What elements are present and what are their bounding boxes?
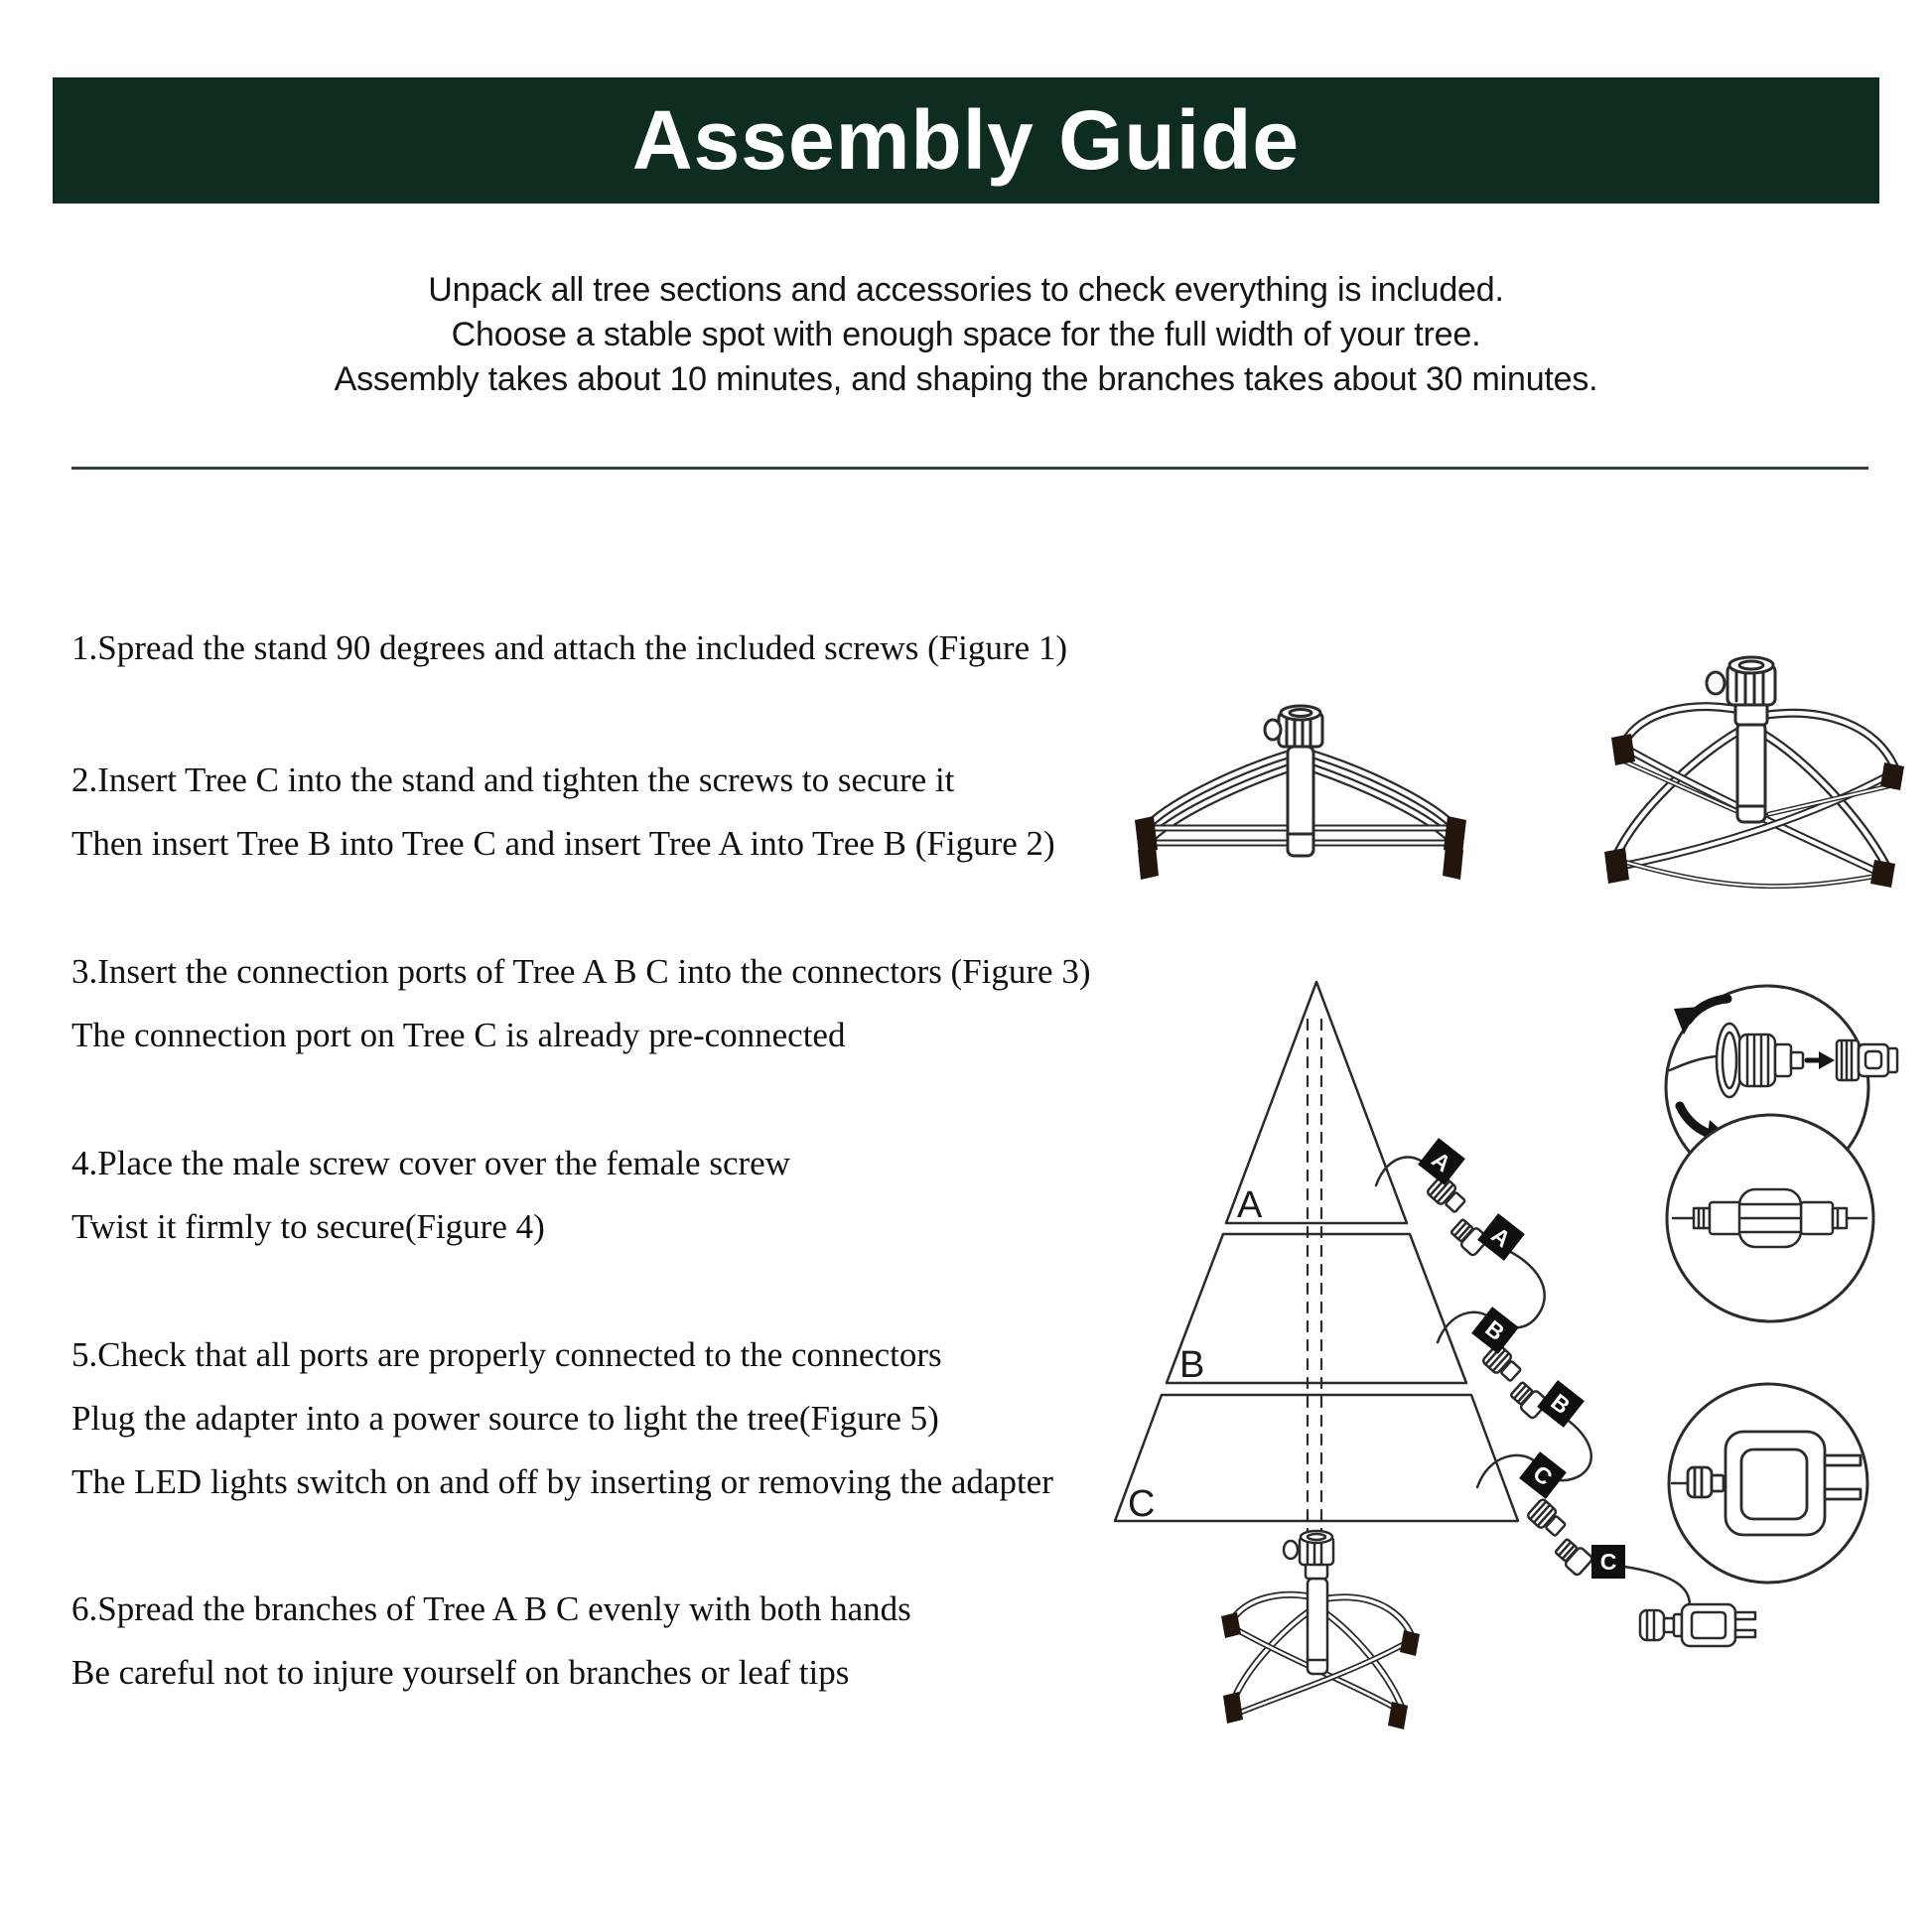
svg-text:B: B: [1480, 1314, 1510, 1346]
instruction-step-6-line-2: Be careful not to injure yourself on branches or leaf tips: [71, 1653, 850, 1692]
section-divider: [71, 467, 1868, 470]
instruction-step-5-line-2: Plug the adapter into a power source to light the tree(Figure 5): [71, 1399, 939, 1438]
tree-stand-small: [1221, 1531, 1420, 1729]
assembly-illustrations: [1033, 596, 1932, 1787]
instruction-step-2-line-1: 2.Insert Tree C into the stand and tighten the screws to secure it: [71, 760, 955, 799]
tree-label-c: C: [1128, 1483, 1156, 1525]
tree-label-a: A: [1237, 1184, 1263, 1226]
detail-circle-adapter: [1669, 1384, 1867, 1583]
connector-female-icon: [1527, 1498, 1569, 1539]
wing-screw-icon: [1707, 672, 1725, 694]
stand-open-screw-collar: [1707, 657, 1775, 725]
instruction-step-6-line-1: 6.Spread the branches of Tree A B C evenly with both hands: [71, 1589, 911, 1628]
svg-text:C: C: [1599, 1549, 1617, 1575]
figure-stand-folded: [1135, 706, 1466, 880]
intro-line-3: Assembly takes about 10 minutes, and shaping the branches takes about 30 minutes.: [334, 360, 1598, 398]
instruction-step-4-line-1: 4.Place the male screw cover over the female screw: [71, 1144, 790, 1182]
wing-screw-icon: [1265, 720, 1281, 740]
cable-tag: [1537, 1380, 1585, 1428]
stand-open-pole: [1737, 723, 1765, 822]
svg-text:C: C: [1528, 1459, 1558, 1491]
tree-section-c: [1115, 1395, 1518, 1521]
instruction-step-4-line-2: Twist it firmly to secure(Figure 4): [71, 1207, 545, 1246]
tree-center-pole-dashed: [1308, 1020, 1321, 1541]
stand-folded-screw-collar: [1265, 706, 1322, 747]
connector-male-icon: [1553, 1537, 1593, 1577]
figure-tree-assembly: [1115, 982, 1755, 1729]
connector-female-icon: [1482, 1343, 1524, 1384]
page-title: Assembly Guide: [631, 93, 1301, 187]
instruction-step-5-line-1: 5.Check that all ports are properly connected to the connectors: [71, 1335, 942, 1374]
intro-line-2: Choose a stable spot with enough space for the full width of your tree.: [451, 316, 1481, 353]
cable-tag: [1519, 1451, 1567, 1499]
instruction-step-1-line-1: 1.Spread the stand 90 degrees and attach the included screws (Figure 1): [71, 628, 1068, 667]
cable-tag: [1418, 1138, 1465, 1185]
figure-stand-open: [1604, 657, 1904, 888]
instruction-step-2-line-2: Then insert Tree B into Tree C and insert Tree A into Tree B (Figure 2): [71, 824, 1055, 863]
stand-folded-pole: [1288, 747, 1313, 856]
instruction-step-3-line-2: The connection port on Tree C is already pre-connected: [71, 1016, 846, 1054]
instruction-step-5-line-3: The LED lights switch on and off by inserting or removing the adapter: [71, 1462, 1053, 1501]
tree-label-b: B: [1179, 1344, 1205, 1386]
power-plug-icon: [1640, 1604, 1755, 1646]
cable-tag: [1591, 1545, 1625, 1579]
cable-tag: [1477, 1213, 1525, 1261]
svg-text:B: B: [1546, 1388, 1576, 1420]
header-bar: [53, 77, 1879, 204]
svg-text:A: A: [1486, 1221, 1516, 1253]
tree-section-b: [1167, 1234, 1466, 1383]
intro-line-1: Unpack all tree sections and accessories to check everything is included.: [428, 271, 1504, 309]
detail-circle-connected: [1667, 1115, 1873, 1321]
instruction-step-3-line-1: 3.Insert the connection ports of Tree A B C into the connectors (Figure 3): [71, 952, 1091, 991]
wing-screw-icon: [1284, 1541, 1298, 1559]
svg-text:A: A: [1427, 1146, 1456, 1177]
